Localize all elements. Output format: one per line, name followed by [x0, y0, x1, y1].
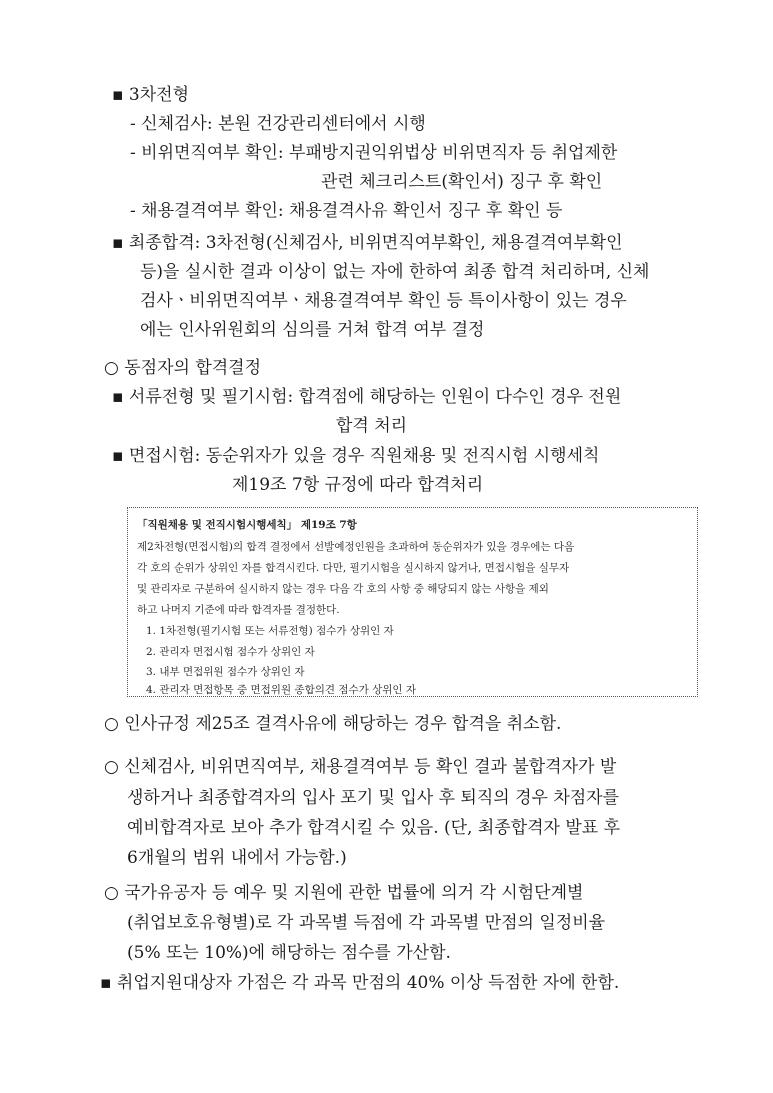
- regulation-body-line-4: 하고 나머지 기준에 따라 합격자를 결정한다.: [137, 604, 340, 616]
- reserve-line-2: 생하거나 최종합격자의 입사 포기 및 입사 후 퇴직의 경우 차점자를: [127, 788, 620, 808]
- third-stage-item-dismissal-cont: 관련 체크리스트(확인서) 징구 후 확인: [321, 172, 603, 192]
- tie-heading: ○ 동점자의 합격결정: [104, 358, 262, 378]
- regulation-title: 「직원채용 및 전직시험시행세칙」 제19조 7항: [137, 519, 357, 531]
- reserve-line-3: 예비합격자로 보아 추가 합격시킬 수 있음. (단, 최종합격자 발표 후: [127, 818, 621, 838]
- regulation-body-line-2: 각 호의 순위가 상위인 자를 합격시킨다. 다만, 필기시험을 실시하지 않거나, 면접시험을 실무자: [137, 562, 570, 574]
- cancel-line: ○ 인사규정 제25조 결격사유에 해당하는 경우 합격을 취소함.: [104, 714, 562, 734]
- tie-document-line-1: ▪ 서류전형 및 필기시험: 합격점에 해당하는 인원이 다수인 경우 전원: [112, 387, 622, 407]
- reserve-line-1: ○ 신체검사, 비위면직여부, 채용결격여부 등 확인 결과 불합격자가 발: [104, 757, 617, 777]
- merit-line-1: ○ 국가유공자 등 예우 및 지원에 관한 법률에 의거 각 시험단계별: [104, 883, 584, 903]
- third-stage-item-dismissal: - 비위면직여부 확인: 부패방지권익위법상 비위면직자 등 취업제한: [130, 143, 618, 163]
- final-pass-line-4: 에는 인사위원회의 심의를 거쳐 합격 여부 결정: [140, 320, 485, 340]
- third-stage-item-physical: - 신체검사: 본원 건강관리센터에서 시행: [130, 114, 426, 134]
- final-pass-line-2: 등)을 실시한 결과 이상이 없는 자에 한하여 최종 합격 처리하며, 신체: [140, 262, 650, 282]
- regulation-list-item-1: 1. 1차전형(필기시험 또는 서류전형) 점수가 상위인 자: [146, 625, 394, 637]
- reserve-line-4: 6개월의 범위 내에서 가능함.): [127, 848, 347, 868]
- regulation-list-item-2: 2. 관리자 면접시험 점수가 상위인 자: [146, 646, 315, 658]
- merit-line-3: (5% 또는 10%)에 해당하는 점수를 가산함.: [127, 943, 451, 963]
- regulation-box: [127, 507, 698, 697]
- third-stage-item-disqualification: - 채용결격여부 확인: 채용결격사유 확인서 징구 후 확인 등: [130, 201, 563, 221]
- regulation-body-line-1: 제2차전형(면접시험)의 합격 결정에서 선발예정인원을 초과하여 동순위자가 있을 경우에는 다음: [137, 541, 575, 553]
- regulation-list-item-4: 4. 관리자 면접항목 중 면접위원 종합의견 점수가 상위인 자: [146, 684, 417, 696]
- regulation-body-line-3: 및 관리자로 구분하여 실시하지 않는 경우 다음 각 호의 사항 중 해당되지 않는 사항을 제외: [137, 583, 549, 595]
- tie-interview-line-2: 제19조 7항 규정에 따라 합격처리: [232, 475, 484, 495]
- regulation-list-item-3: 3. 내부 면접위원 점수가 상위인 자: [146, 666, 305, 678]
- tie-interview-line-1: ▪ 면접시험: 동순위자가 있을 경우 직원채용 및 전직시험 시행세칙: [112, 446, 600, 466]
- tie-document-line-2: 합격 처리: [336, 416, 408, 436]
- final-pass-line-3: 검사ㆍ비위면직여부ㆍ채용결격여부 확인 등 특이사항이 있는 경우: [140, 291, 627, 311]
- merit-line-4: ▪ 취업지원대상자 가점은 각 과목 만점의 40% 이상 득점한 자에 한함.: [100, 973, 620, 993]
- merit-line-2: (취업보호유형별)로 각 과목별 득점에 각 과목별 만점의 일정비율: [127, 913, 606, 933]
- final-pass-line-1: ▪ 최종합격: 3차전형(신체검사, 비위면직여부확인, 채용결격여부확인: [112, 233, 623, 253]
- third-stage-heading: ▪ 3차전형: [112, 85, 190, 105]
